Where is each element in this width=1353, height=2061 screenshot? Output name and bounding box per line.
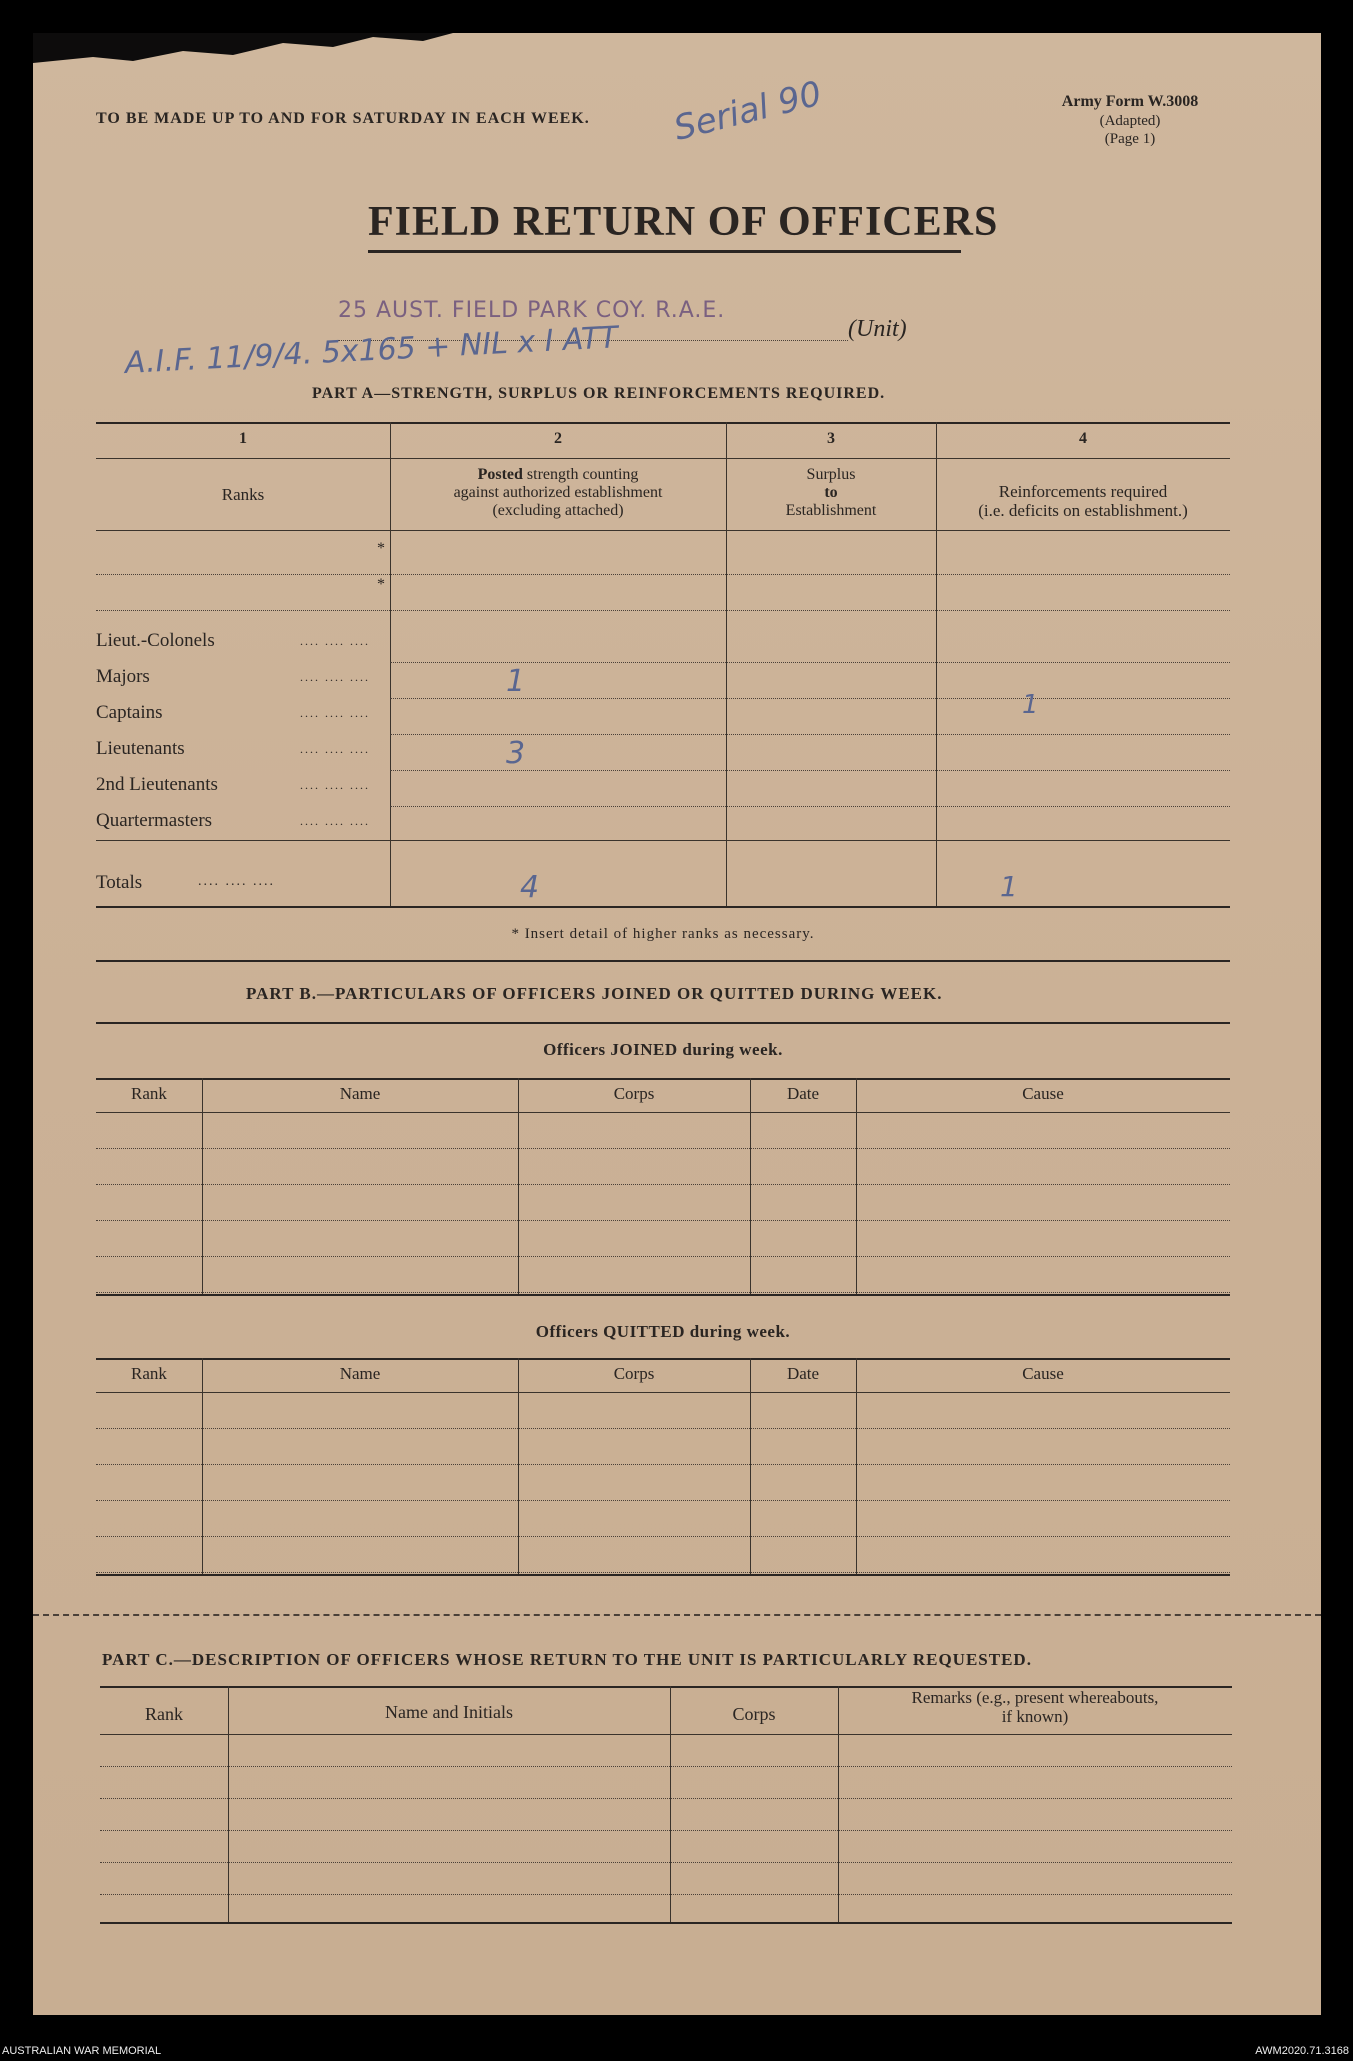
part-a-col-divider-1 xyxy=(390,422,391,906)
col-number-3: 3 xyxy=(827,430,835,447)
quitted-row-line xyxy=(96,1536,1230,1537)
surplus-header xyxy=(726,466,936,520)
joined-row-line xyxy=(96,1292,1230,1293)
unit-stamp: 25 AUST. FIELD PARK COY. R.A.E. xyxy=(338,298,726,323)
quitted-row-line xyxy=(96,1572,1230,1573)
rank-row-line xyxy=(390,734,1230,735)
form-page-number: (Page 1) xyxy=(1104,131,1156,147)
totals-posted: 4 xyxy=(520,870,540,905)
part-c-col-corps: Corps xyxy=(732,1704,776,1724)
posted-line2: against authorized establishment xyxy=(453,484,663,501)
totals-top-rule xyxy=(96,840,1230,841)
part-c-col-name: Name and Initials xyxy=(385,1702,513,1722)
asterisk-2: * xyxy=(377,576,385,593)
joined-col-rank: Rank xyxy=(131,1084,167,1103)
serial-handwritten: Serial 90 xyxy=(670,73,826,149)
part-c-row-line xyxy=(100,1766,1232,1767)
part-c-row-line xyxy=(100,1798,1232,1799)
part-a-col-divider-2 xyxy=(726,422,727,906)
part-a-top-rule xyxy=(96,422,1230,424)
quitted-row-line xyxy=(96,1428,1230,1429)
footer-credit: AUSTRALIAN WAR MEMORIAL xyxy=(2,2045,162,2057)
rank-row-line xyxy=(390,806,1230,807)
quitted-title: Officers QUITTED during week. xyxy=(535,1322,791,1341)
rank-dots: .... .... .... xyxy=(300,778,370,792)
reinf-line1: Reinforcements required xyxy=(998,482,1168,501)
rank-row-line xyxy=(390,770,1230,771)
rank-dots: .... .... .... xyxy=(300,670,370,684)
joined-bottom-rule xyxy=(96,1294,1230,1296)
handwritten-note: A.I.F. 11/9/4. 5x165 + NIL x I ATT xyxy=(124,320,619,381)
quitted-col-divider xyxy=(202,1358,203,1574)
joined-col-divider xyxy=(750,1078,751,1294)
posted-rest: strength counting xyxy=(522,466,639,483)
reinforcements-header xyxy=(936,482,1230,520)
totals-dots: .... .... .... xyxy=(198,874,275,889)
posted-line3: (excluding attached) xyxy=(492,502,624,519)
col-number-rule xyxy=(96,458,1230,459)
surplus-line3: Establishment xyxy=(785,502,877,519)
col-number-2: 2 xyxy=(554,430,562,447)
unit-label: (Unit) xyxy=(848,316,907,342)
joined-col-divider xyxy=(856,1078,857,1294)
joined-col-cause: Cause xyxy=(1022,1084,1064,1103)
col-number-1: 1 xyxy=(239,430,247,447)
part-c-header-rule xyxy=(100,1734,1232,1735)
part-c-divider-3 xyxy=(838,1686,839,1922)
reinf-line2: (i.e. deficits on establishment.) xyxy=(978,501,1188,520)
reinforcement-value: 1 xyxy=(1022,690,1039,720)
posted-value: 3 xyxy=(506,736,526,771)
part-c-bottom-rule xyxy=(100,1922,1232,1924)
surplus-line1: Surplus xyxy=(806,466,856,483)
form-adapted: (Adapted) xyxy=(1099,113,1161,129)
joined-row-line xyxy=(96,1256,1230,1257)
surplus-line2: to xyxy=(824,484,838,501)
quitted-col-divider xyxy=(750,1358,751,1574)
rank-label: Majors xyxy=(96,666,150,687)
quitted-col-cause: Cause xyxy=(1022,1364,1064,1383)
part-c-row-line xyxy=(100,1862,1232,1863)
asterisk-row-1-line xyxy=(96,574,1230,575)
joined-row-line xyxy=(96,1148,1230,1149)
rank-dots: .... .... .... xyxy=(300,814,370,828)
ranks-header: Ranks xyxy=(221,485,265,504)
quitted-top-rule xyxy=(96,1358,1230,1360)
quitted-header-rule xyxy=(96,1392,1230,1393)
rank-label: Lieut.-Colonels xyxy=(96,630,215,651)
joined-col-corps: Corps xyxy=(613,1084,655,1103)
quitted-row-line xyxy=(96,1500,1230,1501)
part-c-divider-2 xyxy=(670,1686,671,1922)
quitted-bottom-rule xyxy=(96,1574,1230,1576)
totals-label: Totals xyxy=(96,872,143,893)
part-c-row-line xyxy=(100,1830,1232,1831)
page-title: FIELD RETURN OF OFFICERS xyxy=(368,199,999,245)
remarks-line1: Remarks (e.g., present whereabouts, xyxy=(911,1688,1159,1707)
part-c-col-remarks xyxy=(838,1688,1232,1726)
asterisk-row-2-line xyxy=(96,610,1230,611)
quitted-col-corps: Corps xyxy=(613,1364,655,1383)
form-number: Army Form W.3008 xyxy=(1061,93,1199,110)
perforation-line xyxy=(33,1614,1321,1616)
joined-title: Officers JOINED during week. xyxy=(543,1040,783,1059)
posted-bold: Posted xyxy=(477,466,523,483)
quitted-col-divider xyxy=(856,1358,857,1574)
rank-label: Quartermasters xyxy=(96,810,213,831)
part-c-col-rank: Rank xyxy=(145,1704,183,1724)
footnote: * Insert detail of higher ranks as necessary. xyxy=(511,926,815,942)
rank-label: Lieutenants xyxy=(96,738,185,759)
posted-value: 1 xyxy=(506,664,526,699)
rank-row-line xyxy=(390,698,1230,699)
footer-reference: AWM2020.71.3168 xyxy=(1255,2045,1349,2057)
header-bottom-rule xyxy=(96,530,1230,531)
joined-row-line xyxy=(96,1184,1230,1185)
rank-label: 2nd Lieutenants xyxy=(96,774,218,795)
part-b-heading-rule xyxy=(96,1022,1230,1024)
title-underline xyxy=(368,250,961,253)
joined-col-name: Name xyxy=(339,1084,381,1103)
torn-edge xyxy=(33,33,453,69)
joined-col-date: Date xyxy=(786,1084,820,1103)
joined-col-divider xyxy=(518,1078,519,1294)
rank-label: Captains xyxy=(96,702,163,723)
rank-row-line xyxy=(390,662,1230,663)
instruction-text: TO BE MADE UP TO AND FOR SATURDAY IN EACH WEEK. xyxy=(96,110,590,127)
quitted-col-name: Name xyxy=(339,1364,381,1383)
part-c-heading: PART C.—DESCRIPTION OF OFFICERS WHOSE RETURN TO THE UNIT IS PARTICULARLY REQUESTED. xyxy=(102,1650,1032,1669)
rank-dots: .... .... .... xyxy=(300,742,370,756)
part-a-col-divider-3 xyxy=(936,422,937,906)
remarks-line2: if known) xyxy=(1001,1707,1069,1726)
rank-dots: .... .... .... xyxy=(300,706,370,720)
asterisk-1: * xyxy=(377,540,385,557)
totals-reinforcements: 1 xyxy=(1000,870,1018,903)
joined-top-rule xyxy=(96,1078,1230,1080)
part-c-row-line xyxy=(100,1894,1232,1895)
quitted-col-divider xyxy=(518,1358,519,1574)
quitted-row-line xyxy=(96,1464,1230,1465)
part-b-heading: PART B.—PARTICULARS OF OFFICERS JOINED OR QUITTED DURING WEEK. xyxy=(246,984,943,1003)
col-number-4: 4 xyxy=(1079,430,1087,447)
posted-header xyxy=(390,466,726,520)
joined-row-line xyxy=(96,1220,1230,1221)
quitted-col-rank: Rank xyxy=(131,1364,167,1383)
part-a-bottom-rule xyxy=(96,906,1230,908)
footnote-rule xyxy=(96,960,1230,962)
rank-dots: .... .... .... xyxy=(300,634,370,648)
joined-header-rule xyxy=(96,1112,1230,1113)
quitted-col-date: Date xyxy=(786,1364,820,1383)
joined-col-divider xyxy=(202,1078,203,1294)
part-c-divider-1 xyxy=(228,1686,229,1922)
part-a-heading: PART A—STRENGTH, SURPLUS OR REINFORCEMENTS REQUIRED. xyxy=(312,385,886,402)
